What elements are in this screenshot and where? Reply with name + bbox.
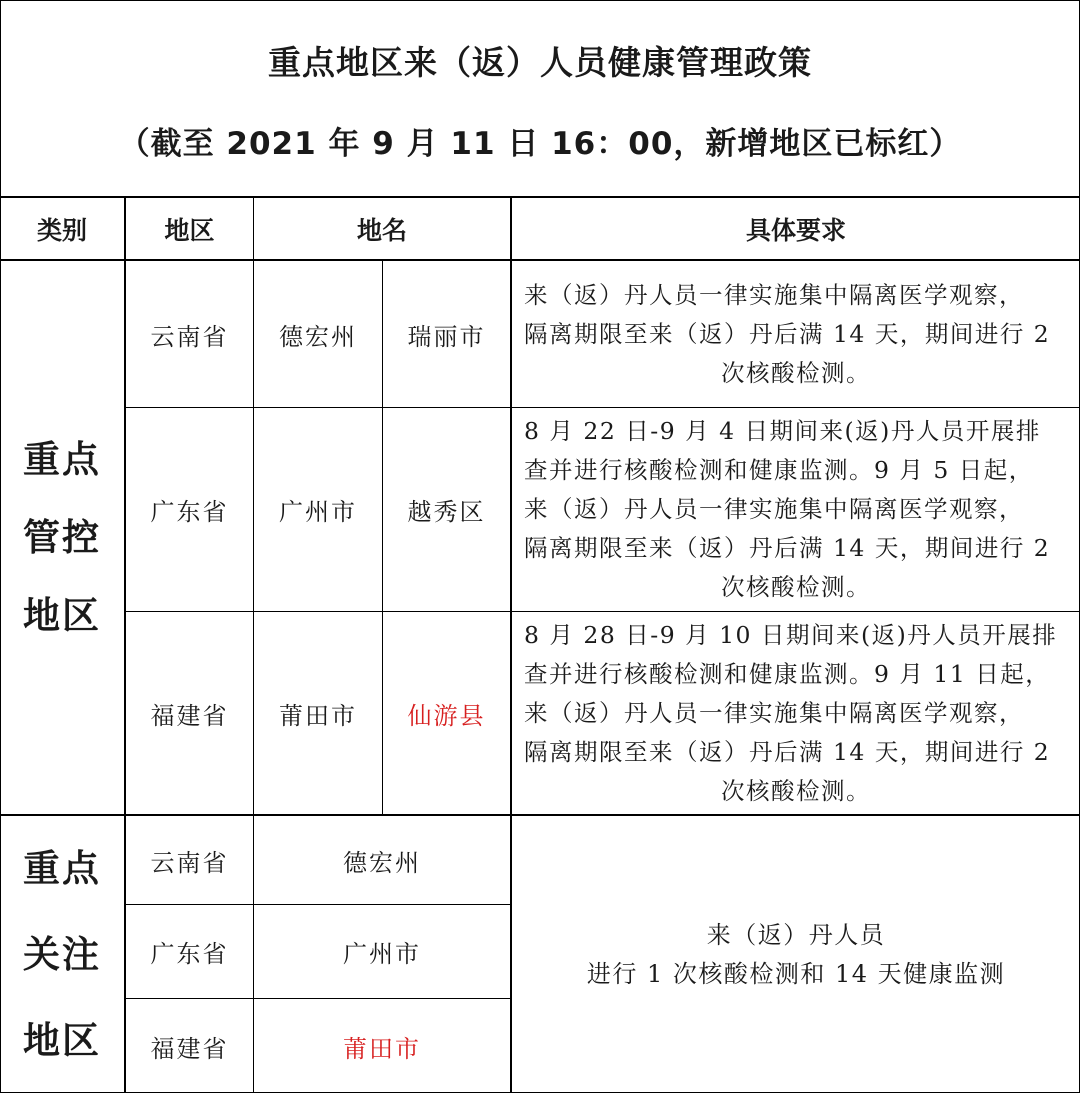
requirement-line: 次核酸检测。 (721, 358, 871, 387)
header-province: 地区 (164, 215, 215, 245)
requirement-line: 隔离期限至来（返）丹后满 14 天，期间进行 2 (524, 534, 1051, 562)
requirement-line: 来（返）丹人员一律实施集中隔离医学观察， (524, 698, 1024, 727)
requirement-cell (512, 261, 1080, 407)
district-cell: 越秀区 (407, 498, 486, 526)
requirement-cell (512, 612, 1080, 814)
category-key-control (0, 261, 124, 814)
requirement-line: 来（返）丹人员 (706, 920, 886, 949)
requirement-line: 隔离期限至来（返）丹后满 14 天，期间进行 2 (524, 319, 1051, 348)
place-cell: 德宏州 (343, 848, 421, 877)
requirement-line: 查并进行核酸检测和健康监测。9 月 11 日起， (524, 659, 1051, 688)
requirement-cell-attention (512, 816, 1080, 1093)
header-requirement: 具体要求 (745, 215, 846, 245)
city-cell: 广州市 (279, 498, 357, 526)
province-cell: 云南省 (150, 322, 229, 351)
category-line: 关注 (23, 932, 101, 976)
city-cell: 莆田市 (279, 701, 357, 730)
category-key-attention (0, 816, 124, 1093)
header-place: 地名 (356, 215, 407, 245)
province-cell: 云南省 (150, 848, 229, 877)
requirement-line: 次核酸检测。 (721, 776, 871, 805)
requirement-line: 隔离期限至来（返）丹后满 14 天，期间进行 2 (524, 737, 1051, 766)
requirement-line: 来（返）丹人员一律实施集中隔离医学观察， (524, 495, 1024, 523)
category-line: 管控 (23, 515, 101, 559)
place-cell-new: 莆田市 (343, 1034, 421, 1063)
category-line: 地区 (23, 1018, 101, 1062)
category-line: 地区 (23, 593, 101, 637)
header-category: 类别 (36, 215, 87, 245)
city-cell: 德宏州 (279, 322, 357, 351)
page-subtitle: （截至 2021 年 9 月 11 日 16：00，新增地区已标红） (118, 125, 962, 162)
requirement-line: 8 月 22 日-9 月 4 日期间来(返)丹人员开展排 (524, 417, 1041, 445)
place-cell: 广州市 (343, 940, 421, 968)
province-cell: 广东省 (150, 498, 229, 526)
requirement-line: 查并进行核酸检测和健康监测。9 月 5 日起， (524, 456, 1034, 484)
page-title: 重点地区来（返）人员健康管理政策 (268, 42, 812, 82)
category-line: 重点 (23, 437, 101, 481)
province-cell: 广东省 (150, 940, 229, 968)
requirement-line: 8 月 28 日-9 月 10 日期间来(返)丹人员开展排 (524, 620, 1058, 649)
requirement-cell (512, 408, 1080, 611)
requirement-line: 来（返）丹人员一律实施集中隔离医学观察， (524, 280, 1024, 309)
province-cell: 福建省 (150, 1034, 229, 1063)
requirement-line: 次核酸检测。 (721, 573, 871, 601)
district-cell: 瑞丽市 (407, 322, 486, 351)
category-line: 重点 (23, 846, 101, 890)
province-cell: 福建省 (150, 701, 229, 730)
requirement-line: 进行 1 次核酸检测和 14 天健康监测 (586, 959, 1006, 988)
district-cell-new: 仙游县 (407, 701, 486, 730)
